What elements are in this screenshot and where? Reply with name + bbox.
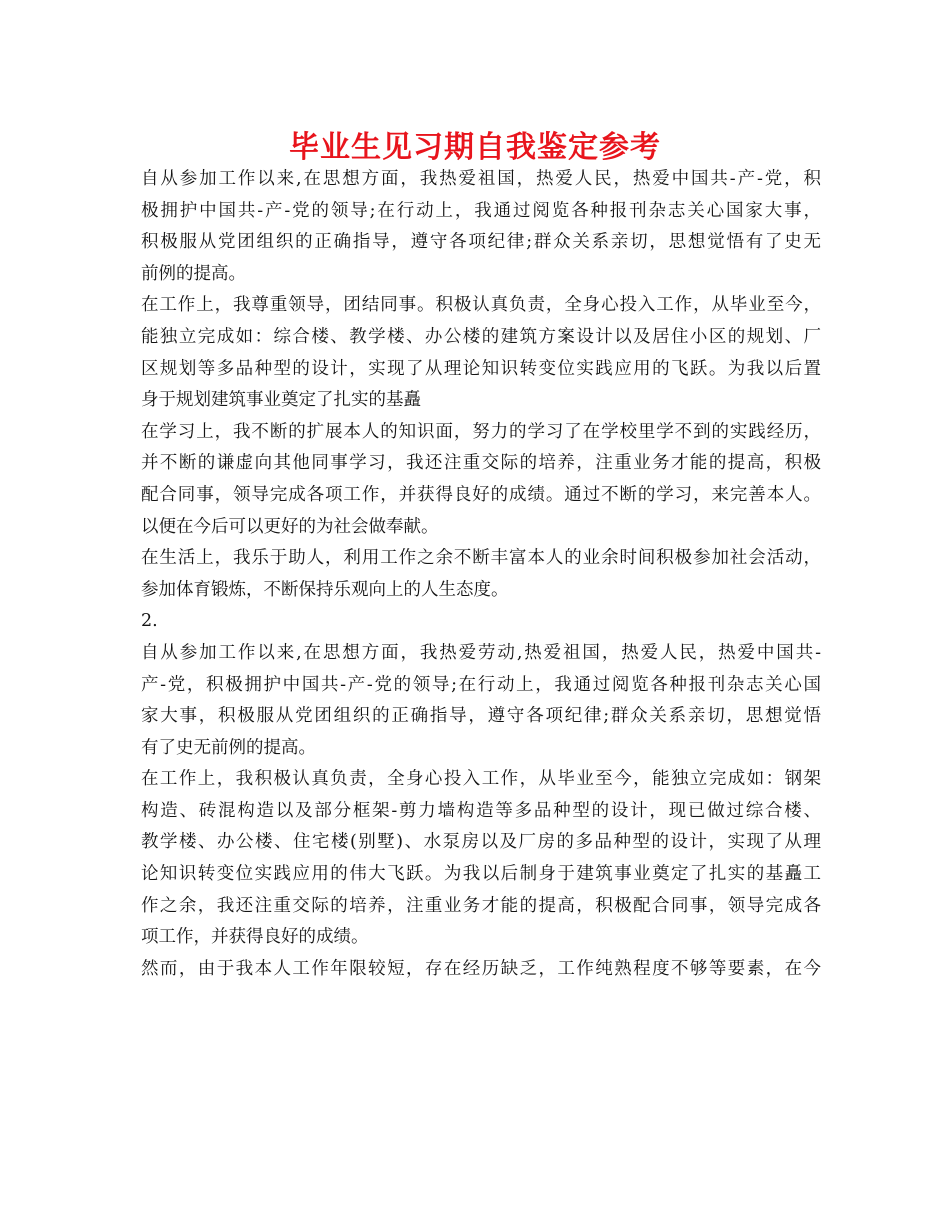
text-line: 然而，由于我本人工作年限较短，存在经历缺乏，工作纯熟程度不够等要素，在今 bbox=[141, 958, 821, 979]
text-line: 区规划等多品种型的设计，实现了从理论知识转变位实践应用的飞跃。为我以后置 bbox=[141, 358, 821, 379]
text-line: 作之余，我还注重交际的培养，注重业务才能的提高，积极配合同事，领导完成各 bbox=[141, 895, 821, 916]
text-line: 2. bbox=[141, 611, 158, 632]
text-line: 项工作，并获得良好的成绩。 bbox=[141, 927, 369, 948]
text-line: 并不断的谦虚向其他同事学习，我还注重交际的培养，注重业务才能的提高，积极 bbox=[141, 453, 821, 474]
document-title: 毕业生见习期自我鉴定参考 bbox=[289, 130, 661, 165]
text-line: 教学楼、办公楼、住宅楼(别墅)、水泵房以及厂房的多品种型的设计，实现了从理 bbox=[141, 832, 821, 853]
text-line: 构造、砖混构造以及部分框架-剪力墙构造等多品种型的设计，现已做过综合楼、 bbox=[141, 800, 821, 821]
text-line: 积极服从党团组织的正确指导，遵守各项纪律;群众关系亲切，思想觉悟有了史无 bbox=[141, 232, 821, 253]
text-line: 参加体育锻炼，不断保持乐观向上的人生态度。 bbox=[141, 579, 509, 600]
text-line: 配合同事，领导完成各项工作，并获得良好的成绩。通过不断的学习，来完善本人。 bbox=[141, 484, 821, 505]
document-body bbox=[141, 164, 821, 985]
text-line: 在生活上，我乐于助人，利用工作之余不断丰富本人的业余时间积极参加社会活动， bbox=[141, 548, 821, 569]
text-line: 在学习上，我不断的扩展本人的知识面，努力的学习了在学校里学不到的实践经历， bbox=[141, 421, 821, 442]
text-line: 自从参加工作以来,在思想方面，我热爱祖国，热爱人民，热爱中国共-产-党，积 bbox=[141, 169, 821, 189]
text-line: 有了史无前例的提高。 bbox=[141, 737, 316, 758]
text-line: 身于规划建筑事业奠定了扎实的基矗 bbox=[141, 390, 421, 411]
text-line: 在工作上，我积极认真负责，全身心投入工作，从毕业至今，能独立完成如：钢架 bbox=[141, 769, 821, 790]
text-line: 产-党，积极拥护中国共-产-党的领导;在行动上，我通过阅览各种报刊杂志关心国 bbox=[141, 674, 821, 695]
text-line: 前例的提高。 bbox=[141, 263, 246, 284]
text-line: 自从参加工作以来,在思想方面，我热爱劳动,热爱祖国，热爱人民，热爱中国共- bbox=[141, 642, 821, 663]
text-line: 以便在今后可以更好的为社会做奉献。 bbox=[141, 516, 439, 537]
text-line: 家大事，积极服从党团组织的正确指导，遵守各项纪律;群众关系亲切，思想觉悟 bbox=[141, 706, 821, 727]
text-line: 论知识转变位实践应用的伟大飞跃。为我以后制身于建筑事业奠定了扎实的基矗工 bbox=[141, 864, 821, 885]
text-line: 极拥护中国共-产-党的领导;在行动上，我通过阅览各种报刊杂志关心国家大事， bbox=[141, 200, 821, 221]
text-line: 在工作上，我尊重领导，团结同事。积极认真负责，全身心投入工作，从毕业至今， bbox=[141, 295, 821, 316]
text-line: 能独立完成如：综合楼、教学楼、办公楼的建筑方案设计以及居住小区的规划、厂 bbox=[141, 326, 821, 347]
